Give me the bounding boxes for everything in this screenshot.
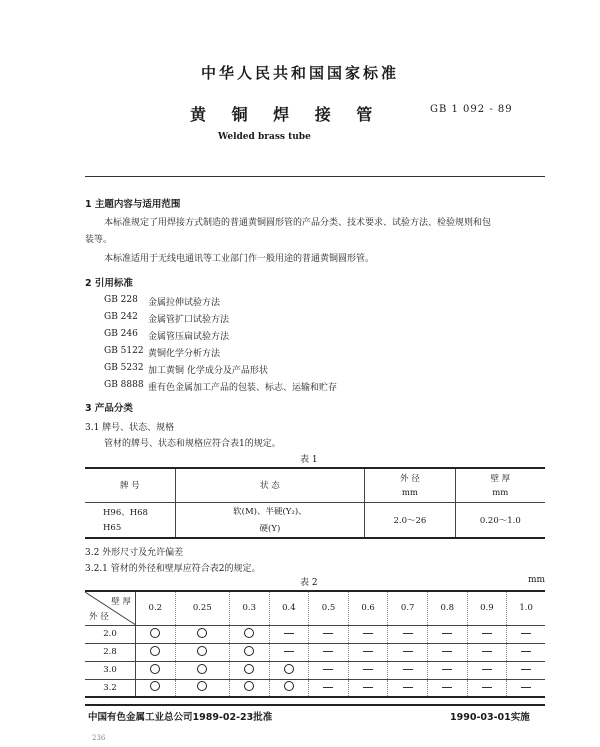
table-2-cell xyxy=(507,661,545,679)
dash-mark xyxy=(442,687,452,688)
dash-mark xyxy=(363,669,373,670)
table-2-cell xyxy=(467,643,507,661)
table-2-od-cell: 2.8 xyxy=(85,643,136,661)
dash-mark xyxy=(521,669,531,670)
circle-mark xyxy=(197,628,207,638)
reference-name: 金属管扩口试验方法 xyxy=(148,315,230,325)
table-2-cell xyxy=(428,643,468,661)
dash-mark xyxy=(284,633,294,634)
table-2-wall-header: 0.5 xyxy=(309,591,349,625)
reference-name: 金属管压扁试验方法 xyxy=(148,332,230,342)
table-2-cell xyxy=(136,661,176,679)
footer-divider xyxy=(85,704,545,706)
dash-mark xyxy=(363,633,373,634)
table-1-header-wall-text: 壁 厚 xyxy=(490,474,511,485)
table-2-caption: 表 2 xyxy=(300,578,318,588)
table-1-caption: 表 1 xyxy=(300,455,318,465)
section-1-paragraph-2: 本标准适用于无线电通讯等工业部门作一般用途的普通黄铜圆形管。 xyxy=(104,254,375,264)
table-2-cell xyxy=(269,679,309,697)
table-1-grade-line-1: H96、H68 xyxy=(103,508,148,519)
circle-mark xyxy=(197,646,207,656)
approval-text: 中国有色金属工业总公司1989-02-23批准 xyxy=(88,712,273,723)
table-2-wall-header: 0.8 xyxy=(428,591,468,625)
reference-name: 重有色金属加工产品的包装、标志、运输和贮存 xyxy=(148,383,338,393)
table-2-cell xyxy=(467,679,507,697)
dash-mark xyxy=(403,633,413,634)
circle-mark xyxy=(284,681,294,691)
table-1-cell-grade xyxy=(85,502,175,538)
dash-mark xyxy=(442,651,452,652)
table-2-cell xyxy=(348,679,388,697)
circle-mark xyxy=(244,664,254,674)
table-1-header-wall xyxy=(455,468,545,502)
table-2-cell xyxy=(309,679,349,697)
table-1-grade-line-2: H65 xyxy=(103,523,122,534)
table-2-cell xyxy=(507,625,545,643)
table-1 xyxy=(85,467,545,539)
dash-mark xyxy=(403,651,413,652)
table-1-cell-od: 2.0～26 xyxy=(365,502,455,538)
table-2-row xyxy=(85,679,545,697)
table-1-header-od-text: 外 径 xyxy=(400,474,420,485)
reference-code: GB 228 xyxy=(104,295,138,305)
table-2-cell xyxy=(175,661,229,679)
section-3-1-text: 管材的牌号、状态和规格应符合表1的规定。 xyxy=(104,439,281,449)
page-number: 236 xyxy=(92,734,106,742)
dash-mark xyxy=(363,651,373,652)
table-2-wall-header: 0.7 xyxy=(388,591,428,625)
section-2-heading: 2 引用标准 xyxy=(85,278,133,289)
table-1-header-grade xyxy=(85,468,175,502)
table-2-cell xyxy=(269,625,309,643)
circle-mark xyxy=(244,628,254,638)
table-1-header-wall-unit: mm xyxy=(492,488,509,499)
reference-name: 金属拉伸试验方法 xyxy=(148,298,221,308)
dash-mark xyxy=(442,669,452,670)
table-1-header-od-unit: mm xyxy=(401,488,418,499)
dash-mark xyxy=(323,633,333,634)
table-2-corner-top: 壁 厚 xyxy=(111,597,131,607)
circle-mark xyxy=(150,681,160,691)
circle-mark xyxy=(197,664,207,674)
dash-mark xyxy=(521,651,531,652)
section-1-heading: 1 主题内容与适用范围 xyxy=(85,199,181,210)
table-2-unit: mm xyxy=(528,575,546,585)
dash-mark xyxy=(403,687,413,688)
section-3-2-1-text: 3.2.1 管材的外径和壁厚应符合表2的规定。 xyxy=(85,564,261,574)
table-2 xyxy=(85,590,545,698)
table-2-wall-header: 0.3 xyxy=(229,591,269,625)
dash-mark xyxy=(442,633,452,634)
table-2-od-cell: 3.0 xyxy=(85,661,136,679)
table-2-cell xyxy=(229,661,269,679)
reference-code: GB 5232 xyxy=(104,363,144,373)
table-2-header-row xyxy=(85,591,545,625)
reference-code: GB 5122 xyxy=(104,346,144,356)
dash-mark xyxy=(363,687,373,688)
dash-mark xyxy=(482,651,492,652)
header-divider xyxy=(85,176,545,177)
table-2-cell xyxy=(309,625,349,643)
circle-mark xyxy=(284,664,294,674)
table-2-cell xyxy=(269,643,309,661)
dash-mark xyxy=(521,633,531,634)
standard-code: GB 1 092 - 89 xyxy=(430,104,513,115)
table-2-cell xyxy=(428,679,468,697)
table-2-cell xyxy=(136,625,176,643)
section-3-heading: 3 产品分类 xyxy=(85,403,133,414)
table-2-cell xyxy=(388,643,428,661)
table-2-cell xyxy=(136,643,176,661)
table-2-cell xyxy=(388,679,428,697)
table-2-corner-bottom: 外 径 xyxy=(89,611,109,622)
reference-code: GB 8888 xyxy=(104,380,144,390)
table-2-row xyxy=(85,661,545,679)
circle-mark xyxy=(150,628,160,638)
reference-name: 黄铜化学分析方法 xyxy=(148,349,221,359)
table-2-cell xyxy=(309,643,349,661)
table-2-cell xyxy=(467,625,507,643)
table-2-row xyxy=(85,643,545,661)
table-2-cell xyxy=(428,661,468,679)
table-1-cell-wall: 0.20～1.0 xyxy=(455,502,545,538)
section-1-paragraph-1-line-2: 装等。 xyxy=(85,235,113,245)
table-2-cell xyxy=(507,643,545,661)
circle-mark xyxy=(244,646,254,656)
table-2-cell xyxy=(388,625,428,643)
table-2-row xyxy=(85,625,545,643)
table-2-cell xyxy=(467,661,507,679)
table-1-header-state-text: 状 态 xyxy=(260,481,280,492)
dash-mark xyxy=(482,633,492,634)
table-2-cell xyxy=(269,661,309,679)
table-1-state-line-2: 硬(Y) xyxy=(259,524,281,535)
section-1-paragraph-1-line-1: 本标准规定了用焊接方式制造的普通黄铜圆形管的产品分类、技术要求、试验方法、检验规则和包 xyxy=(104,218,492,228)
implementation-text: 1990-03-01实施 xyxy=(450,712,530,723)
section-3-1-heading: 3.1 牌号、状态、规格 xyxy=(85,423,175,433)
table-2-cell xyxy=(388,661,428,679)
table-2-wall-header: 1.0 xyxy=(507,591,545,625)
table-2-cell xyxy=(428,625,468,643)
table-2-cell xyxy=(175,679,229,697)
table-1-header-od xyxy=(365,468,455,502)
table-2-cell xyxy=(229,643,269,661)
table-2-cell xyxy=(229,679,269,697)
circle-mark xyxy=(150,664,160,674)
reference-code: GB 246 xyxy=(104,329,138,339)
reference-code: GB 242 xyxy=(104,312,138,322)
table-1-header-state xyxy=(175,468,365,502)
table-2-cell xyxy=(348,643,388,661)
table-2-cell xyxy=(507,679,545,697)
dash-mark xyxy=(284,651,294,652)
circle-mark xyxy=(197,681,207,691)
table-2-cell xyxy=(348,625,388,643)
circle-mark xyxy=(244,681,254,691)
table-2-wall-header: 0.4 xyxy=(269,591,309,625)
table-1-state-line-1: 软(M)、半硬(Y₂)、 xyxy=(233,507,307,518)
table-2-wall-header: 0.25 xyxy=(175,591,229,625)
table-2-cell xyxy=(136,679,176,697)
table-2-cell xyxy=(348,661,388,679)
dash-mark xyxy=(482,669,492,670)
circle-mark xyxy=(150,646,160,656)
english-title: Welded brass tube xyxy=(218,132,311,142)
dash-mark xyxy=(323,687,333,688)
reference-name: 加工黄铜 化学成分及产品形状 xyxy=(148,366,268,376)
table-1-cell-state xyxy=(175,502,365,538)
table-2-od-cell: 2.0 xyxy=(85,625,136,643)
national-standard-heading: 中华人民共和国国家标准 xyxy=(200,64,399,82)
table-2-wall-header: 0.2 xyxy=(136,591,176,625)
standard-title: 黄 铜 焊 接 管 xyxy=(190,105,383,124)
dash-mark xyxy=(482,687,492,688)
table-2-cell xyxy=(229,625,269,643)
table-2-cell xyxy=(175,625,229,643)
section-3-2-heading: 3.2 外形尺寸及允许偏差 xyxy=(85,548,184,558)
dash-mark xyxy=(323,651,333,652)
table-2-cell xyxy=(175,643,229,661)
dash-mark xyxy=(521,687,531,688)
table-2-corner-cell xyxy=(85,591,136,625)
table-1-header-grade-text: 牌 号 xyxy=(119,481,140,492)
table-2-wall-header: 0.6 xyxy=(348,591,388,625)
table-2-cell xyxy=(309,661,349,679)
dash-mark xyxy=(403,669,413,670)
table-2-od-cell: 3.2 xyxy=(85,679,136,697)
dash-mark xyxy=(323,669,333,670)
table-2-wall-header: 0.9 xyxy=(467,591,507,625)
